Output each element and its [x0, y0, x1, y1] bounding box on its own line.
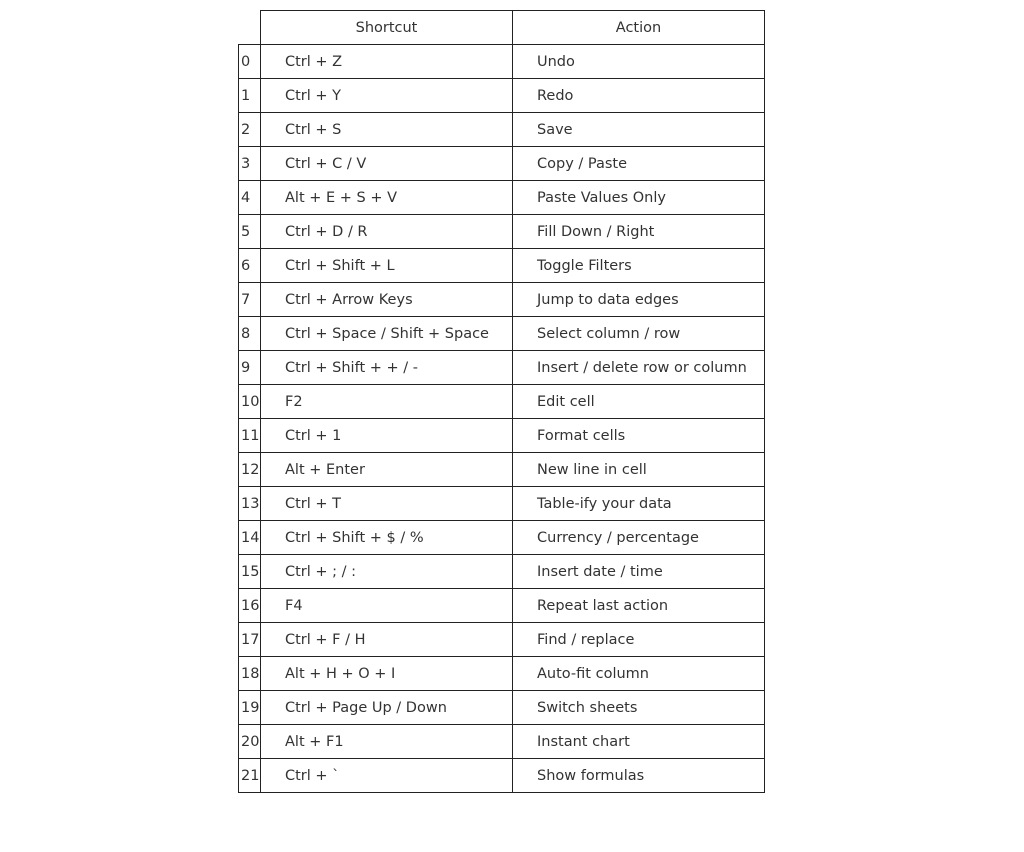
table-body [239, 45, 765, 793]
row-index: 6 [239, 249, 261, 283]
row-index: 18 [239, 657, 261, 691]
row-index: 15 [239, 555, 261, 589]
shortcut-cell: F4 [261, 589, 513, 623]
action-cell: Repeat last action [513, 589, 765, 623]
action-cell: Redo [513, 79, 765, 113]
table-row [239, 589, 765, 623]
row-index: 4 [239, 181, 261, 215]
table-row [239, 385, 765, 419]
column-header-shortcut: Shortcut [261, 11, 513, 45]
shortcut-cell: Ctrl + C / V [261, 147, 513, 181]
shortcut-cell: Ctrl + ; / : [261, 555, 513, 589]
action-cell: Fill Down / Right [513, 215, 765, 249]
table-row [239, 759, 765, 793]
index-header-corner [239, 11, 261, 45]
row-index: 1 [239, 79, 261, 113]
action-cell: Copy / Paste [513, 147, 765, 181]
action-cell: Paste Values Only [513, 181, 765, 215]
row-index: 7 [239, 283, 261, 317]
row-index: 17 [239, 623, 261, 657]
shortcut-cell: Ctrl + T [261, 487, 513, 521]
action-cell: Instant chart [513, 725, 765, 759]
shortcut-cell: Ctrl + Z [261, 45, 513, 79]
shortcut-cell: Alt + E + S + V [261, 181, 513, 215]
shortcut-cell: Ctrl + Page Up / Down [261, 691, 513, 725]
row-index: 5 [239, 215, 261, 249]
action-cell: Select column / row [513, 317, 765, 351]
table-row [239, 725, 765, 759]
table-row [239, 45, 765, 79]
column-header-action: Action [513, 11, 765, 45]
row-index: 13 [239, 487, 261, 521]
table-row [239, 79, 765, 113]
row-index: 3 [239, 147, 261, 181]
table-row [239, 623, 765, 657]
table-row [239, 249, 765, 283]
header-row [239, 11, 765, 45]
table-row [239, 317, 765, 351]
shortcut-cell: Alt + F1 [261, 725, 513, 759]
action-cell: Edit cell [513, 385, 765, 419]
shortcut-cell: Ctrl + S [261, 113, 513, 147]
table-row [239, 657, 765, 691]
table-header [239, 11, 765, 45]
table-row [239, 521, 765, 555]
action-cell: Undo [513, 45, 765, 79]
action-cell: New line in cell [513, 453, 765, 487]
shortcut-cell: Alt + Enter [261, 453, 513, 487]
shortcut-cell: Alt + H + O + I [261, 657, 513, 691]
row-index: 19 [239, 691, 261, 725]
table-row [239, 181, 765, 215]
table-row [239, 487, 765, 521]
shortcut-cell: Ctrl + D / R [261, 215, 513, 249]
table-row [239, 113, 765, 147]
shortcut-cell: Ctrl + Arrow Keys [261, 283, 513, 317]
row-index: 12 [239, 453, 261, 487]
action-cell: Format cells [513, 419, 765, 453]
row-index: 21 [239, 759, 261, 793]
table-row [239, 215, 765, 249]
shortcut-cell: Ctrl + Shift + + / - [261, 351, 513, 385]
row-index: 14 [239, 521, 261, 555]
action-cell: Jump to data edges [513, 283, 765, 317]
table-row [239, 419, 765, 453]
shortcut-cell: Ctrl + 1 [261, 419, 513, 453]
action-cell: Insert date / time [513, 555, 765, 589]
row-index: 10 [239, 385, 261, 419]
shortcut-cell: Ctrl + ` [261, 759, 513, 793]
table-row [239, 691, 765, 725]
row-index: 9 [239, 351, 261, 385]
action-cell: Currency / percentage [513, 521, 765, 555]
row-index: 8 [239, 317, 261, 351]
action-cell: Switch sheets [513, 691, 765, 725]
shortcut-cell: Ctrl + Y [261, 79, 513, 113]
action-cell: Find / replace [513, 623, 765, 657]
table-row [239, 555, 765, 589]
row-index: 0 [239, 45, 261, 79]
action-cell: Show formulas [513, 759, 765, 793]
action-cell: Table-ify your data [513, 487, 765, 521]
action-cell: Insert / delete row or column [513, 351, 765, 385]
table-row [239, 283, 765, 317]
shortcut-cell: F2 [261, 385, 513, 419]
row-index: 20 [239, 725, 261, 759]
shortcut-cell: Ctrl + Space / Shift + Space [261, 317, 513, 351]
table-row [239, 147, 765, 181]
shortcut-cell: Ctrl + Shift + L [261, 249, 513, 283]
row-index: 11 [239, 419, 261, 453]
row-index: 2 [239, 113, 261, 147]
table-row [239, 453, 765, 487]
shortcuts-table [238, 10, 765, 793]
table-row [239, 351, 765, 385]
shortcut-cell: Ctrl + F / H [261, 623, 513, 657]
action-cell: Auto-fit column [513, 657, 765, 691]
shortcut-cell: Ctrl + Shift + $ / % [261, 521, 513, 555]
row-index: 16 [239, 589, 261, 623]
action-cell: Toggle Filters [513, 249, 765, 283]
action-cell: Save [513, 113, 765, 147]
